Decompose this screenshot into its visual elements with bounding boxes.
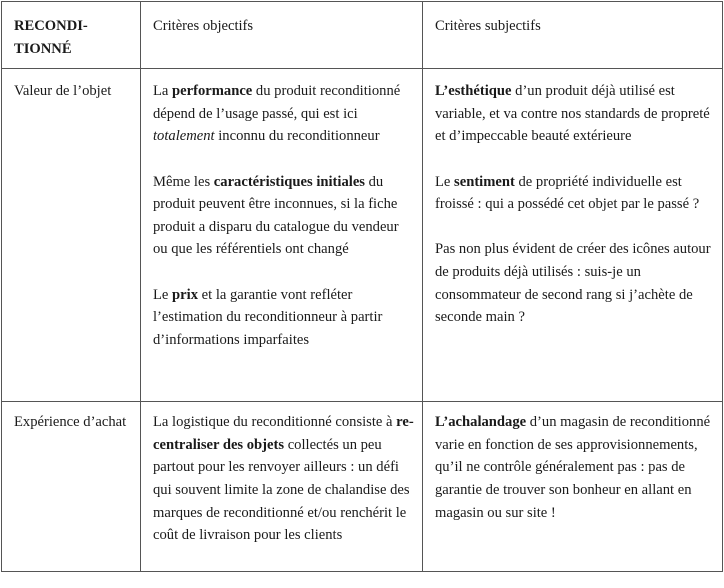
row-label-cell [2, 69, 141, 402]
text-segment: d’un magasin de reconditionné varie en fonction de ses approvisionnements, qu’il ne contrôle généralement pas : pas de garantie de trouver son bonheur en allant en magasin ou sur site ! [435, 414, 711, 521]
header-cell-subjectifs [423, 2, 723, 69]
header-criteres-objectifs: Critères objectifs [153, 18, 254, 34]
text-segment: du produit peuvent être inconnues, si la fiche produit a disparu du catalogue du vendeur ou que les référentiels ont changé [153, 173, 399, 258]
objective-cell [141, 402, 423, 572]
emphasis-italic: totalement [153, 128, 215, 145]
text-segment: Même les [153, 173, 214, 190]
paragraph [435, 80, 716, 148]
paragraph [435, 411, 716, 524]
header-cell-objectifs [141, 2, 423, 69]
emphasis-bold: performance [172, 83, 253, 100]
header-criteres-subjectifs: Critères subjectifs [435, 18, 541, 34]
emphasis-bold: prix [172, 286, 198, 303]
text-segment: de propriété individuelle est froissé : qui a possédé cet objet par le passé ? [435, 173, 700, 213]
text-segment: Le [435, 173, 455, 190]
subjective-cell [423, 69, 723, 402]
table-row-experience [2, 402, 723, 572]
row-label-experience: Expérience d’achat [14, 414, 127, 431]
row-label-valeur: Valeur de l’objet [14, 83, 112, 100]
row-label-cell [2, 402, 141, 572]
paragraph [153, 284, 416, 352]
emphasis-bold: re-centraliser des objets [153, 414, 414, 453]
criteria-table [1, 1, 723, 572]
text-segment: Le [153, 286, 173, 303]
emphasis-bold: caractéristiques initiales [213, 173, 365, 190]
text-segment: collectés un peu partout pour les renvoyer ailleurs : un défi qui souvent limite la zone de chalandise des marques de reconditionné et/ou renchérit le coût de livraison pour les clients [153, 436, 410, 544]
header-cell-reconditionne [2, 2, 141, 69]
text-segment: du produit reconditionné dépend de l’usage passé, qui est ici [153, 83, 401, 122]
text-segment: d’un produit déjà utilisé est variable, et va contre nos standards de propreté et d’impeccable beauté extérieure [435, 83, 710, 145]
objective-cell [141, 69, 423, 402]
table-row-valeur [2, 69, 723, 402]
table-header-row [2, 2, 723, 69]
header-reconditionne-line2: TIONNÉ [14, 40, 72, 57]
text-segment: Pas non plus évident de créer des icônes autour de produits déjà utilisés : suis-je un consommateur de second rang si j’achète de seconde main ? [435, 241, 711, 326]
text-segment: La logistique du reconditionné consiste à [153, 414, 397, 431]
paragraph [435, 171, 716, 216]
subjective-cell [423, 402, 723, 572]
emphasis-bold: L’esthétique [435, 83, 512, 100]
paragraph [435, 238, 716, 328]
text-segment: La [153, 83, 173, 100]
paragraph [153, 80, 416, 148]
header-reconditionne-line1: RECONDI- [14, 18, 88, 34]
paragraph [153, 411, 416, 547]
emphasis-bold: L’achalandage [435, 414, 527, 431]
paragraph [153, 171, 416, 261]
text-segment: inconnu du reconditionneur [214, 128, 380, 145]
text-segment: et la garantie vont refléter l’estimation du reconditionneur à partir d’informations imparfaites [153, 286, 383, 348]
emphasis-bold: sentiment [454, 173, 515, 190]
